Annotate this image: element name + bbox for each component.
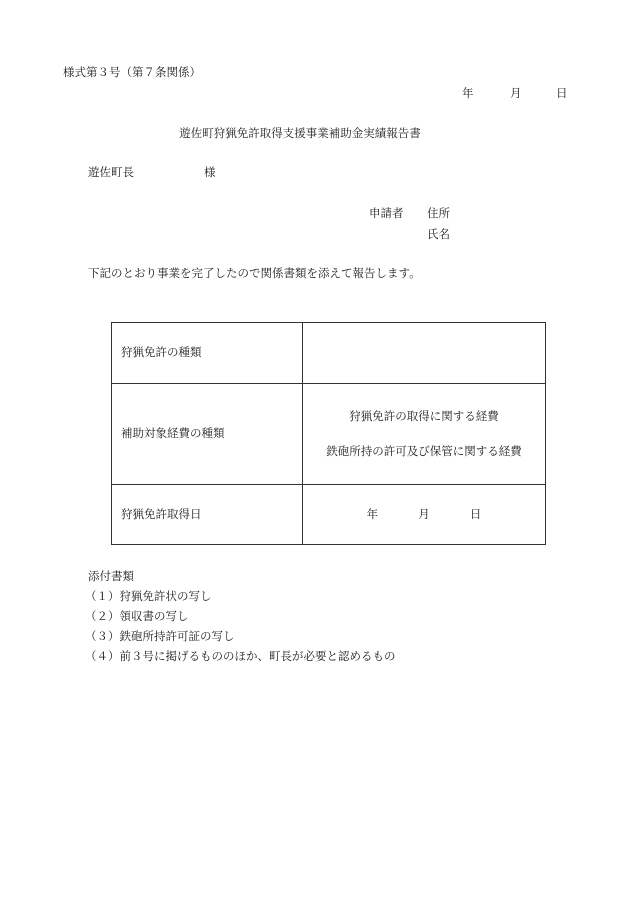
expense-type-label: 補助対象経費の種類 — [112, 384, 303, 485]
date-month-label: 月 — [510, 86, 522, 100]
addressee-name: 遊佐町長 — [88, 165, 134, 179]
acquisition-date-label: 狩猟免許取得日 — [112, 485, 303, 545]
expense-option-license: 狩猟免許の取得に関する経費 — [349, 408, 499, 423]
expense-type-value — [303, 384, 546, 485]
acquisition-date-value — [303, 485, 546, 545]
acquisition-day-label: 日 — [469, 506, 482, 521]
acquisition-year-label: 年 — [366, 506, 379, 521]
address-label: 住所 — [427, 206, 450, 220]
report-table — [111, 322, 546, 545]
date-year-label: 年 — [462, 86, 474, 100]
attachments-title: 添付書類 — [88, 569, 134, 583]
report-statement: 下記のとおり事業を完了したので関係書類を添えて報告します。 — [88, 266, 421, 280]
document-title: 遊佐町狩猟免許取得支援事業補助金実績報告書 — [179, 126, 421, 140]
acquisition-month-label: 月 — [418, 506, 430, 521]
attachment-item: （４）前３号に掲げるもののほか、町長が必要と認めるもの — [85, 649, 396, 663]
form-number: 様式第３号（第７条関係） — [63, 65, 201, 79]
attachment-item: （２）領収書の写し — [85, 609, 189, 623]
table-row-license-type — [112, 323, 546, 384]
date-day-label: 日 — [556, 86, 568, 100]
addressee-honorific: 様 — [204, 165, 216, 179]
table-row-expense-type — [112, 384, 546, 485]
license-type-value — [303, 323, 546, 384]
table-row-acquisition-date — [112, 485, 546, 545]
attachment-item: （１）狩猟免許状の写し — [85, 589, 212, 603]
applicant-label: 申請者 — [369, 206, 404, 220]
expense-option-firearm: 鉄砲所持の許可及び保管に関する経費 — [326, 444, 522, 458]
attachment-item: （３）鉄砲所持許可証の写し — [85, 629, 235, 643]
name-label: 氏名 — [427, 227, 450, 241]
license-type-label: 狩猟免許の種類 — [112, 323, 303, 384]
